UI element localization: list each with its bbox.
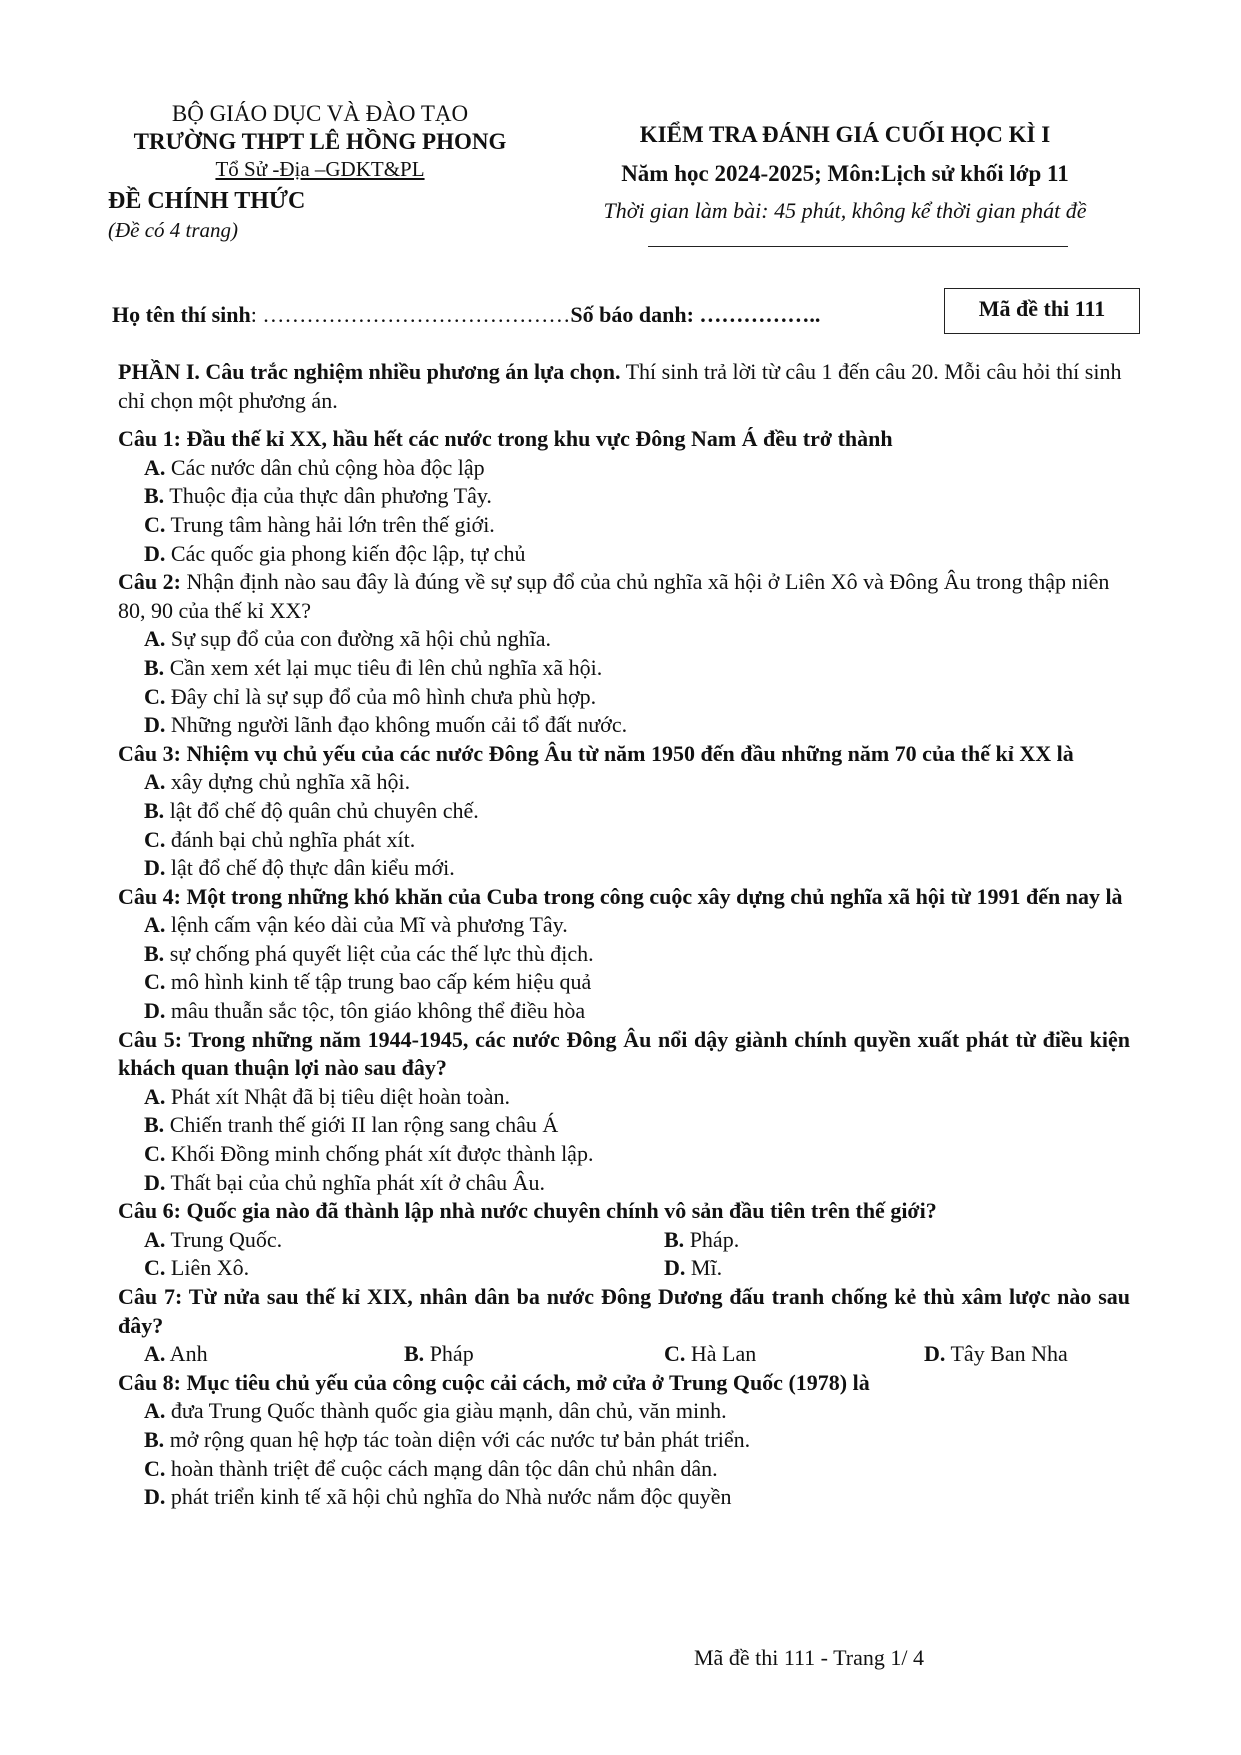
question-text: Trong những năm 1944-1945, các nước Đông Âu nổi dậy giành chính quyền xuất phát từ điều kiện khách quan thuận lợi nào sau đây? (118, 1026, 1130, 1081)
option-label: B. (144, 1112, 165, 1138)
option-b (144, 1426, 1130, 1455)
header-right (560, 116, 1130, 228)
option-label: D. (144, 1484, 166, 1510)
question-4 (118, 883, 1130, 912)
option-b (144, 482, 1130, 511)
option-label: A. (144, 769, 166, 795)
option-b (144, 654, 1130, 683)
candidate-line (112, 302, 820, 328)
option-text: Các quốc gia phong kiến độc lập, tự chủ (165, 540, 526, 566)
option-label: B. (144, 654, 165, 680)
option-text: Tây Ban Nha (945, 1341, 1068, 1367)
name-label: Họ tên thí sinh (112, 302, 251, 327)
option-text: Phát xít Nhật đã bị tiêu diệt hoàn toàn. (165, 1083, 510, 1109)
option-label: D. (144, 855, 166, 881)
option-d (144, 711, 1130, 740)
question-text: Quốc gia nào đã thành lập nhà nước chuyên chính vô sản đầu tiên trên thế giới? (180, 1198, 937, 1224)
options-grid (144, 1226, 1130, 1283)
option-label: A. (144, 912, 166, 938)
question-6 (118, 1197, 1130, 1226)
option-c (664, 1340, 924, 1369)
option-label: A. (144, 1341, 166, 1367)
part-one-title: PHẦN I. Câu trắc nghiệm nhiều phương án lựa chọn. (118, 359, 621, 384)
option-c (144, 1254, 664, 1283)
option-a (144, 1340, 404, 1369)
header-rule (648, 246, 1068, 247)
option-label: B. (144, 483, 165, 509)
official-label: ĐỀ CHÍNH THỨC (108, 188, 306, 214)
question-number: Câu 5: (118, 1026, 183, 1052)
option-a (144, 911, 1130, 940)
option-text: Hà Lan (685, 1341, 757, 1367)
question-number: Câu 8: (118, 1369, 181, 1395)
question-text: Mục tiêu chủ yếu của công cuộc cải cách, mở cửa ở Trung Quốc (1978) là (180, 1369, 870, 1395)
question-5 (118, 1026, 1130, 1083)
question-7 (118, 1283, 1130, 1340)
option-c (144, 968, 1130, 997)
school-year: Năm học 2024-2025; Môn:Lịch sử khối lớp 11 (621, 161, 1069, 186)
option-text: Khối Đồng minh chống phát xít được thành lập. (165, 1141, 594, 1167)
option-text: mâu thuẫn sắc tộc, tôn giáo không thể điều hòa (165, 998, 586, 1024)
option-text: Mĩ. (685, 1255, 723, 1281)
option-b (404, 1340, 664, 1369)
question-number: Câu 4: (118, 883, 181, 909)
question-number: Câu 3: (118, 740, 181, 766)
question-text: Đầu thế kỉ XX, hầu hết các nước trong khu vực Đông Nam Á đều trở thành (180, 426, 893, 452)
option-text: Các nước dân chủ cộng hòa độc lập (165, 454, 485, 480)
option-label: B. (664, 1226, 685, 1252)
option-label: D. (144, 1169, 166, 1195)
option-label: B. (144, 940, 165, 966)
school-name: TRƯỜNG THPT LÊ HỒNG PHONG (133, 129, 507, 154)
exam-code-box: Mã đề thi 111 (944, 288, 1140, 334)
option-text: Trung Quốc. (165, 1226, 283, 1252)
option-text: Anh (165, 1341, 208, 1367)
option-text: Sự sụp đổ của con đường xã hội chủ nghĩa. (165, 626, 551, 652)
part-one-instruction: Thí sinh trả lời từ câu 1 đến câu 20. Mỗi câu hỏi thí sinh chỉ chọn một phương án. (118, 359, 1122, 413)
option-d (144, 540, 1130, 569)
option-label: D. (664, 1255, 686, 1281)
option-b (144, 940, 1130, 969)
option-c (144, 1455, 1130, 1484)
option-text: Pháp. (684, 1226, 740, 1252)
option-text: Pháp (424, 1341, 474, 1367)
option-d (144, 854, 1130, 883)
option-label: D. (924, 1341, 946, 1367)
option-label: A. (144, 1083, 166, 1109)
option-text: Đây chỉ là sự sụp đổ của mô hình chưa phù hợp. (165, 683, 597, 709)
option-d (144, 997, 1130, 1026)
option-text: Chiến tranh thế giới II lan rộng sang châu Á (164, 1112, 559, 1138)
option-text: Trung tâm hàng hải lớn trên thế giới. (165, 511, 495, 537)
option-label: A. (144, 454, 166, 480)
option-label: A. (144, 1398, 166, 1424)
option-b (144, 797, 1130, 826)
option-a (144, 1083, 1130, 1112)
option-text: lệnh cấm vận kéo dài của Mĩ và phương Tây. (165, 912, 568, 938)
option-text: sự chống phá quyết liệt của các thế lực thù địch. (164, 940, 594, 966)
question-text: Một trong những khó khăn của Cuba trong công cuộc xây dựng chủ nghĩa xã hội từ 1991 đến nay là (180, 883, 1123, 909)
question-number: Câu 6: (118, 1198, 181, 1224)
part-one-heading (118, 358, 1130, 415)
option-a (144, 1226, 664, 1255)
option-a (144, 768, 1130, 797)
option-b (664, 1226, 1144, 1255)
question-text: Từ nửa sau thế kỉ XIX, nhân dân ba nước Đông Dương đấu tranh chống kẻ thù xâm lược nào sau đây? (118, 1284, 1130, 1338)
option-label: C. (144, 969, 166, 995)
option-text: phát triển kinh tế xã hội chủ nghĩa do Nhà nước nắm độc quyền (165, 1484, 732, 1510)
exam-content (118, 358, 1130, 1512)
ministry-name: BỘ GIÁO DỤC VÀ ĐÀO TẠO (171, 101, 469, 126)
option-d (144, 1169, 1130, 1198)
question-8 (118, 1369, 1130, 1398)
options-grid (144, 1340, 1130, 1369)
header-left (100, 100, 540, 182)
question-number: Câu 7: (118, 1284, 183, 1309)
option-label: A. (144, 1226, 166, 1252)
question-1 (118, 425, 1130, 454)
option-text: lật đổ chế độ quân chủ chuyên chế. (164, 797, 479, 823)
exam-title: KIỂM TRA ĐÁNH GIÁ CUỐI HỌC KÌ I (639, 122, 1051, 147)
option-text: Thất bại của chủ nghĩa phát xít ở châu Âu. (165, 1169, 546, 1195)
option-c (144, 511, 1130, 540)
option-c (144, 826, 1130, 855)
id-label: Số báo danh: (570, 302, 694, 327)
question-3 (118, 740, 1130, 769)
question-2 (118, 568, 1130, 625)
option-text: hoàn thành triệt để cuộc cách mạng dân tộc dân chủ nhân dân. (165, 1455, 718, 1481)
option-text: lật đổ chế độ thực dân kiểu mới. (165, 855, 455, 881)
option-d (924, 1340, 1154, 1369)
option-d (144, 1483, 1130, 1512)
question-text: Nhận định nào sau đây là đúng về sự sụp đổ của chủ nghĩa xã hội ở Liên Xô và Đông Âu trong thập niên 80, 90 của thế kỉ XX? (118, 569, 1110, 623)
question-text: Nhiệm vụ chủ yếu của các nước Đông Âu từ năm 1950 đến đầu những năm 70 của thế kỉ XX là (180, 740, 1074, 766)
option-text: mô hình kinh tế tập trung bao cấp kém hiệu quả (165, 969, 592, 995)
option-text: mở rộng quan hệ hợp tác toàn diện với các nước tư bản phát triển. (164, 1426, 751, 1452)
option-text: Những người lãnh đạo không muốn cải tổ đất nước. (165, 712, 628, 738)
question-number: Câu 1: (118, 426, 181, 452)
option-label: C. (144, 1255, 166, 1281)
id-dots: …………….. (693, 302, 821, 327)
option-c (144, 683, 1130, 712)
option-label: C. (144, 826, 166, 852)
page-footer: Mã đề thi 111 - Trang 1/ 4 (694, 1645, 924, 1670)
option-label: D. (144, 712, 166, 738)
option-d (664, 1254, 1144, 1283)
option-b (144, 1111, 1130, 1140)
option-label: B. (144, 797, 165, 823)
option-a (144, 1397, 1130, 1426)
option-label: C. (664, 1341, 686, 1367)
option-text: Cần xem xét lại mục tiêu đi lên chủ nghĩa xã hội. (164, 654, 603, 680)
option-label: A. (144, 626, 166, 652)
option-label: C. (144, 1141, 166, 1167)
pages-note: (Đề có 4 trang) (108, 218, 239, 242)
option-label: C. (144, 511, 166, 537)
option-text: Liên Xô. (165, 1255, 250, 1281)
option-text: đưa Trung Quốc thành quốc gia giàu mạnh, dân chủ, văn minh. (165, 1398, 727, 1424)
option-a (144, 625, 1130, 654)
question-number: Câu 2: (118, 569, 181, 595)
option-label: C. (144, 683, 166, 709)
option-label: B. (404, 1341, 425, 1367)
option-text: đánh bại chủ nghĩa phát xít. (165, 826, 416, 852)
option-a (144, 454, 1130, 483)
option-label: B. (144, 1426, 165, 1452)
department-name: Tổ Sử -Địa –GDKT&PL (215, 157, 425, 181)
option-text: xây dựng chủ nghĩa xã hội. (165, 769, 411, 795)
time-note: Thời gian làm bài: 45 phút, không kể thời gian phát đề (603, 198, 1087, 223)
name-dots: : …………………………………… (250, 302, 571, 327)
option-label: D. (144, 540, 166, 566)
option-text: Thuộc địa của thực dân phương Tây. (164, 483, 492, 509)
option-c (144, 1140, 1130, 1169)
option-label: C. (144, 1455, 166, 1481)
option-label: D. (144, 998, 166, 1024)
